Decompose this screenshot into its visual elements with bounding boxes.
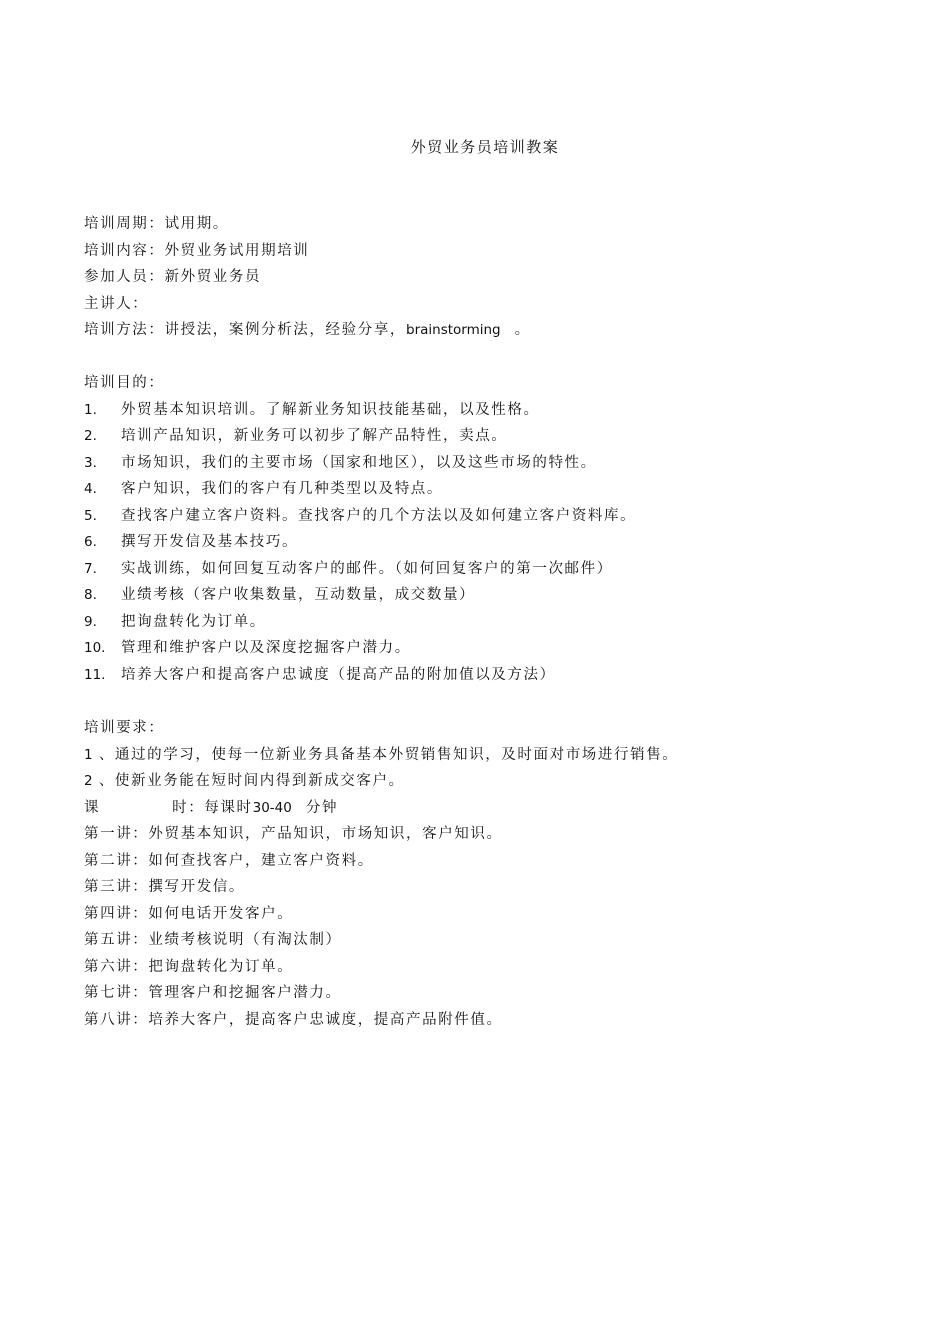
lecture-item: 第七讲：管理客户和挖掘客户潜力。: [84, 985, 342, 1001]
list-item-text: 管理和维护客户以及深度挖掘客户潜力。: [121, 640, 411, 656]
list-item: [84, 662, 636, 689]
lecture-item: 第三讲：撰写开发信。: [84, 879, 245, 895]
list-item-text: 实战训练，如何回复互动客户的邮件。（如何回复客户的第一次邮件）: [121, 560, 613, 577]
list-item-number: 11.: [84, 666, 106, 683]
training-method: [84, 317, 531, 344]
list-item: [84, 503, 636, 530]
list-item: [84, 635, 636, 662]
list-item-number: 7.: [84, 560, 97, 577]
list-item: [84, 742, 678, 769]
lecture-item: 第五讲：业绩考核说明（有淘汰制）: [84, 932, 342, 948]
training-speaker: 主讲人：: [84, 295, 149, 312]
list-item: [84, 582, 636, 609]
goals-heading: 培训目的：: [84, 375, 165, 391]
list-item-text: 撰写开发信及基本技巧。: [121, 534, 299, 550]
lecture-item: 第四讲：如何电话开发客户。: [84, 905, 294, 922]
lecture-item: 第八讲：培养大客户，提高客户忠诚度，提高产品附件值。: [84, 1011, 503, 1028]
list-item: [84, 768, 678, 795]
list-item-text: 把询盘转化为订单。: [121, 613, 266, 630]
list-item-text: 、通过的学习，使每一位新业务具备基本外贸销售知识，及时面对市场进行销售。: [98, 746, 679, 763]
list-item-text: 外贸基本知识培训。了解新业务知识技能基础，以及性格。: [121, 401, 540, 418]
list-item: [84, 423, 636, 450]
list-item-number: 1.: [84, 401, 97, 418]
list-item: [84, 609, 636, 636]
document-title: 外贸业务员培训教案: [410, 138, 560, 156]
duration-label-a: 课: [84, 799, 101, 816]
list-item: [84, 556, 636, 583]
duration-label-b: 时：每课时: [172, 799, 253, 816]
list-item: [84, 450, 636, 477]
lecture-item: 第一讲：外贸基本知识，产品知识，市场知识，客户知识。: [84, 826, 503, 842]
list-item-number: 6.: [84, 534, 97, 550]
requirements-heading: 培训要求：: [84, 720, 165, 736]
lecture-item: 第六讲：把询盘转化为订单。: [84, 958, 294, 975]
list-item: [84, 529, 636, 556]
lecture-item: 第二讲：如何查找客户，建立客户资料。: [84, 852, 374, 869]
list-item-number: 2.: [84, 428, 97, 444]
training-cycle: 培训周期：试用期。: [84, 216, 229, 232]
list-item-number: 2: [84, 773, 93, 789]
list-item-text: 培养大客户和提高客户忠诚度（提高产品的附加值以及方法）: [121, 666, 556, 683]
list-item-number: 8.: [84, 587, 97, 603]
course-duration: [84, 795, 678, 822]
training-goals: [84, 370, 636, 688]
training-content: 培训内容：外贸业务试用期培训: [84, 242, 310, 259]
training-method-text: 培训方法：讲授法，案例分析法，经验分享，: [84, 322, 406, 338]
list-item-number: 4.: [84, 481, 97, 497]
list-item: [84, 476, 636, 503]
list-item-text: 查找客户建立客户资料。查找客户的几个方法以及如何建立客户资料库。: [121, 507, 637, 524]
list-item-text: 市场知识，我们的主要市场（国家和地区），以及这些市场的特性。: [121, 454, 597, 471]
list-item-text: 客户知识，我们的客户有几种类型以及特点。: [121, 481, 443, 497]
list-item-text: 、使新业务能在短时间内得到新成交客户。: [98, 773, 405, 789]
list-item-number: 3.: [84, 454, 97, 471]
training-method-suffix: 。: [514, 322, 531, 338]
list-item-text: 培训产品知识，新业务可以初步了解产品特性，卖点。: [121, 428, 508, 444]
training-info: [84, 211, 531, 344]
list-item-text: 业绩考核（客户收集数量，互动数量，成交数量）: [121, 587, 476, 603]
list-item: [84, 397, 636, 424]
duration-value: 30-40: [252, 799, 292, 816]
goals-list: [84, 397, 636, 689]
list-item-number: 10.: [84, 640, 106, 656]
duration-unit: 分钟: [305, 799, 339, 816]
list-item-number: 1: [84, 746, 93, 763]
training-method-latin: brainstorming: [406, 322, 501, 338]
list-item-number: 5.: [84, 507, 97, 524]
list-item-number: 9.: [84, 613, 97, 630]
training-requirements: [84, 715, 678, 1033]
training-participants: 参加人员：新外贸业务员: [84, 269, 262, 285]
